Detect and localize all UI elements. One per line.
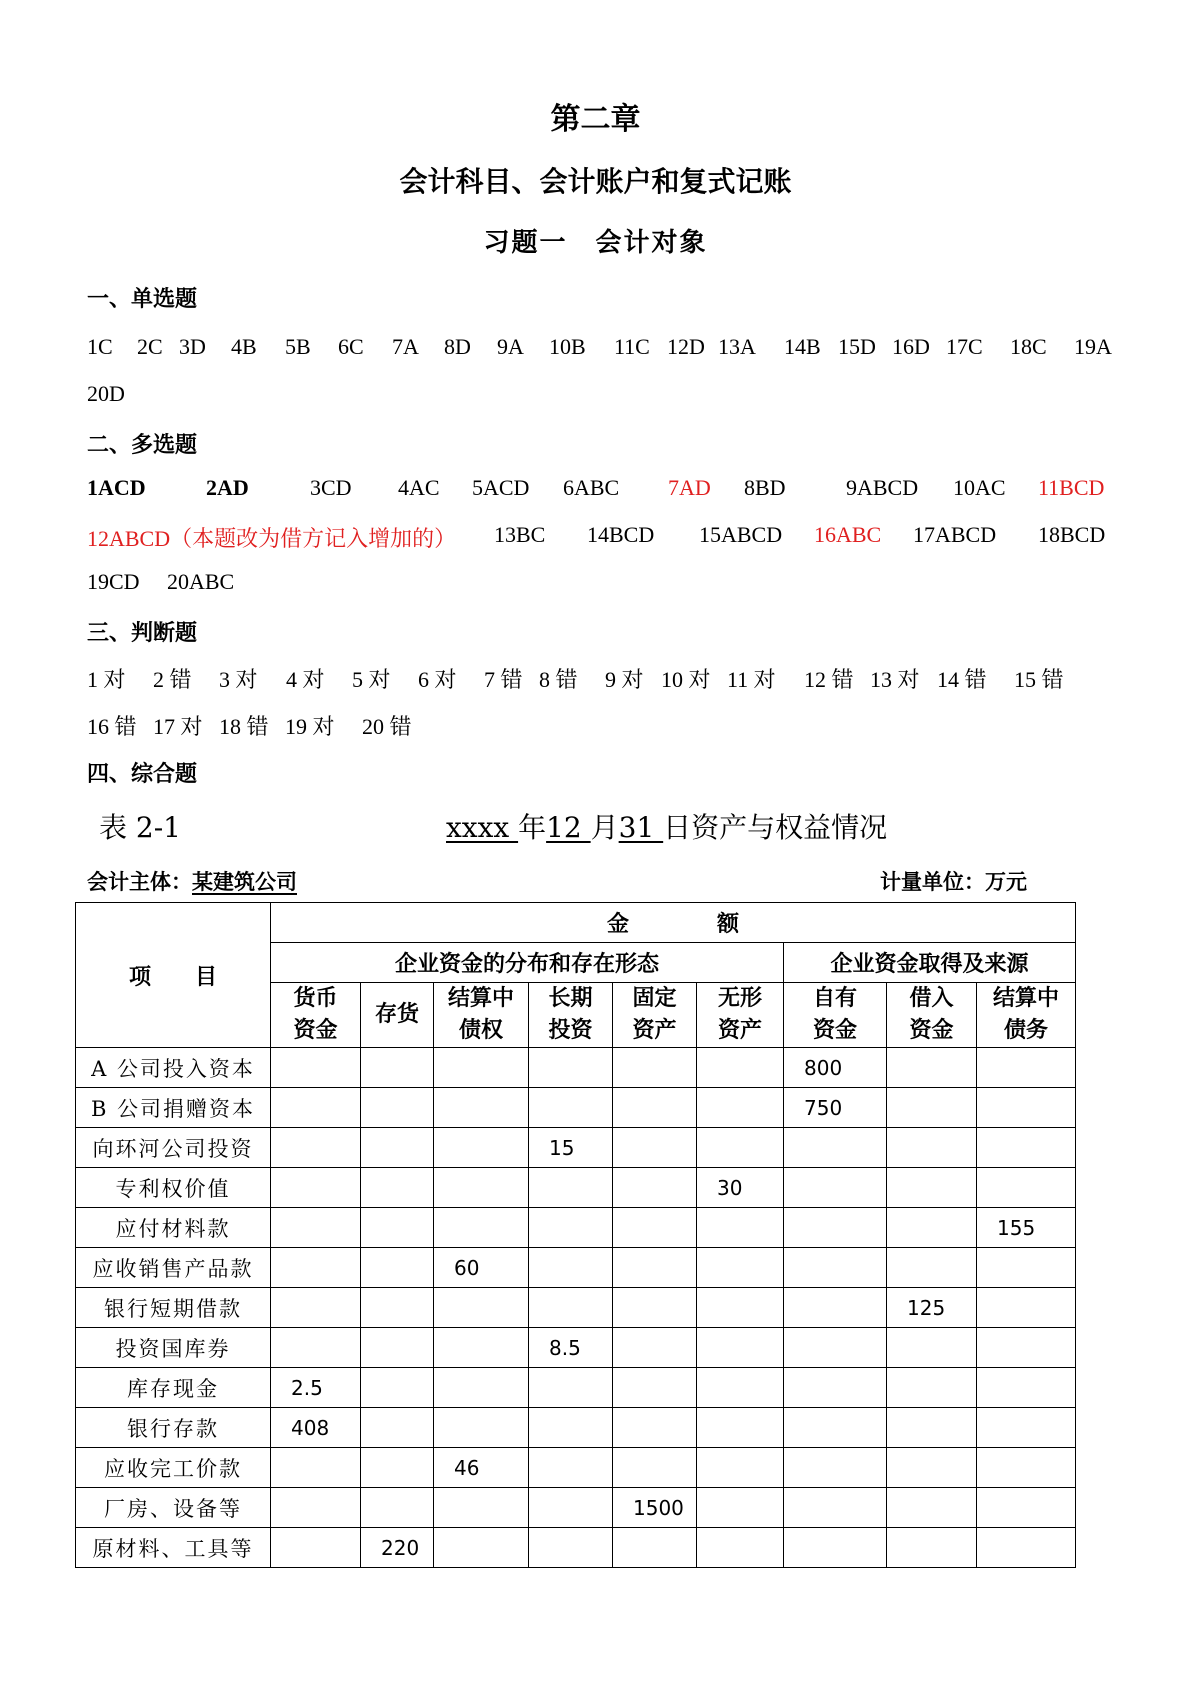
table-cell: [434, 1048, 529, 1088]
table-cell: [887, 1208, 977, 1248]
table-cell: [271, 1488, 361, 1528]
table-cell: [697, 1128, 784, 1168]
answer: 8 错: [539, 667, 578, 692]
table-cell: [613, 1208, 697, 1248]
table-cell: [887, 1368, 977, 1408]
answer: 11BCD: [1038, 475, 1105, 500]
table-cell: [271, 1288, 361, 1328]
answer: 19 对: [285, 714, 335, 739]
table-row: [76, 1048, 1076, 1088]
table-cell: 60: [434, 1248, 529, 1288]
table-cell: [271, 1208, 361, 1248]
row-label: 库存现金: [76, 1368, 271, 1408]
table-cell: [977, 1448, 1076, 1488]
table-cell: [271, 1328, 361, 1368]
entity-label: 会计主体：: [87, 870, 192, 894]
answer: 15ABCD: [699, 522, 783, 547]
answer: 6C: [338, 334, 364, 359]
table-cell: [613, 1128, 697, 1168]
answer: 15 错: [1014, 667, 1064, 692]
table-cell: [361, 1448, 434, 1488]
table-cell: [977, 1088, 1076, 1128]
title-rest: 日资产与权益情况: [663, 811, 888, 844]
table-cell: [784, 1528, 887, 1568]
answer: 4B: [231, 334, 257, 359]
answer: 5 对: [352, 667, 391, 692]
table-title: [446, 806, 887, 846]
column-header: 结算中 债务: [977, 983, 1076, 1048]
row-label: B 公司捐赠资本: [76, 1088, 271, 1128]
table-cell: [613, 1048, 697, 1088]
table-cell: [361, 1408, 434, 1448]
table-cell: [361, 1248, 434, 1288]
table-cell: [613, 1448, 697, 1488]
table-cell: [613, 1528, 697, 1568]
table-cell: [697, 1368, 784, 1408]
month-value: 12: [546, 811, 591, 844]
answer: 17ABCD: [913, 522, 997, 547]
row-label: 投资国库券: [76, 1328, 271, 1368]
answer: 15D: [838, 334, 876, 359]
table-cell: [697, 1088, 784, 1128]
column-header: 无形 资产: [697, 983, 784, 1048]
table-cell: [434, 1088, 529, 1128]
answer: 2 错: [153, 667, 192, 692]
row-label: 银行短期借款: [76, 1288, 271, 1328]
table-cell: [784, 1328, 887, 1368]
assets-equity-table: [75, 902, 1076, 1568]
table-cell: [977, 1168, 1076, 1208]
table-cell: [697, 1288, 784, 1328]
table-cell: [613, 1088, 697, 1128]
column-header: 自有 资金: [784, 983, 887, 1048]
table-row: [76, 1528, 1076, 1568]
row-label: 专利权价值: [76, 1168, 271, 1208]
table-cell: [271, 1448, 361, 1488]
table-cell: [434, 1288, 529, 1328]
table-cell: [434, 1368, 529, 1408]
table-cell: [697, 1048, 784, 1088]
table-cell: [697, 1248, 784, 1288]
answer: 10 对: [661, 667, 711, 692]
table-cell: 408: [271, 1408, 361, 1448]
row-label: 银行存款: [76, 1408, 271, 1448]
table-cell: [784, 1248, 887, 1288]
answer: 14BCD: [587, 522, 655, 547]
answer: 7AD: [668, 475, 711, 500]
table-cell: [613, 1168, 697, 1208]
amount-header: 金 额: [271, 903, 1076, 943]
answer: 4 对: [286, 667, 325, 692]
answer: 11 对: [727, 667, 776, 692]
answer: 9 对: [605, 667, 644, 692]
answer: 14B: [784, 334, 821, 359]
table-cell: 46: [434, 1448, 529, 1488]
table-cell: [977, 1288, 1076, 1328]
answer: 1C: [87, 334, 113, 359]
answer: 3D: [179, 334, 206, 359]
table-cell: [361, 1128, 434, 1168]
table-cell: [887, 1528, 977, 1568]
answer: 5ACD: [472, 475, 530, 500]
year-value: xxxx: [446, 811, 519, 844]
table-cell: [887, 1088, 977, 1128]
table-cell: [977, 1128, 1076, 1168]
table-row: [76, 1248, 1076, 1288]
table-cell: [529, 1448, 613, 1488]
chapter-title: 第二章: [550, 102, 641, 137]
table-cell: [434, 1208, 529, 1248]
table-cell: [613, 1288, 697, 1328]
table-cell: [434, 1488, 529, 1528]
table-cell: [784, 1288, 887, 1328]
table-cell: [434, 1128, 529, 1168]
row-label: 厂房、设备等: [76, 1488, 271, 1528]
table-row: [76, 1288, 1076, 1328]
answer: 7 错: [484, 667, 523, 692]
table-cell: [784, 1488, 887, 1528]
answer: 1 对: [87, 667, 126, 692]
table-cell: [529, 1208, 613, 1248]
answer: 19CD: [87, 569, 140, 594]
month-unit: 月: [590, 811, 619, 844]
column-header: 存货: [361, 983, 434, 1048]
answer: 8D: [444, 334, 471, 359]
answer: 3 对: [219, 667, 258, 692]
table-cell: 30: [697, 1168, 784, 1208]
answer: 16D: [892, 334, 930, 359]
row-label: 应收完工价款: [76, 1448, 271, 1488]
table-cell: [271, 1168, 361, 1208]
table-cell: [271, 1528, 361, 1568]
row-label: 应付材料款: [76, 1208, 271, 1248]
table-row: [76, 1088, 1076, 1128]
table-cell: [361, 1048, 434, 1088]
table-cell: [434, 1168, 529, 1208]
table-cell: [361, 1168, 434, 1208]
answer: 2C: [137, 334, 163, 359]
answer: 7A: [392, 334, 419, 359]
answer: 6ABC: [563, 475, 620, 500]
answer: 5B: [285, 334, 311, 359]
answer: 18 错: [219, 714, 269, 739]
table-cell: 2.5: [271, 1368, 361, 1408]
answer: 6 对: [418, 667, 457, 692]
table-cell: [887, 1328, 977, 1368]
table-row: [76, 1168, 1076, 1208]
table-cell: [887, 1128, 977, 1168]
answer: 19A: [1074, 334, 1112, 359]
table-cell: [697, 1208, 784, 1248]
table-cell: 15: [529, 1128, 613, 1168]
table-cell: [784, 1448, 887, 1488]
table-cell: 125: [887, 1288, 977, 1328]
table-cell: [434, 1528, 529, 1568]
answer: 10AC: [953, 475, 1006, 500]
table-cell: [613, 1328, 697, 1368]
table-cell: [529, 1088, 613, 1128]
table-cell: [529, 1288, 613, 1328]
column-header: 长期 投资: [529, 983, 613, 1048]
entity-name: 某建筑公司: [192, 870, 297, 894]
table-row: [76, 1368, 1076, 1408]
item-header: 项 目: [76, 903, 271, 1048]
exercise-title: 习题一 会计对象: [483, 228, 708, 258]
answer: 12 错: [804, 667, 854, 692]
table-cell: [977, 1528, 1076, 1568]
table-cell: [361, 1488, 434, 1528]
column-header: 固定 资产: [613, 983, 697, 1048]
answer: 20ABC: [167, 569, 235, 594]
answer: 11C: [614, 334, 650, 359]
table-cell: [434, 1328, 529, 1368]
table-cell: [529, 1168, 613, 1208]
unit-label: 计量单位：万元: [880, 870, 1027, 894]
table-row: [76, 1328, 1076, 1368]
table-cell: [887, 1488, 977, 1528]
answer: 4AC: [398, 475, 440, 500]
column-header: 货币 资金: [271, 983, 361, 1048]
answer: 10B: [549, 334, 586, 359]
table-cell: [529, 1248, 613, 1288]
table-cell: [784, 1208, 887, 1248]
answer: 9ABCD: [846, 475, 919, 500]
table-cell: [361, 1288, 434, 1328]
table-cell: [697, 1488, 784, 1528]
answer: 8BD: [744, 475, 786, 500]
table-cell: [977, 1408, 1076, 1448]
table-cell: [887, 1168, 977, 1208]
table-cell: [613, 1408, 697, 1448]
chapter-subtitle: 会计科目、会计账户和复式记账: [399, 165, 792, 198]
table-cell: 8.5: [529, 1328, 613, 1368]
table-cell: [529, 1488, 613, 1528]
row-label: 向环河公司投资: [76, 1128, 271, 1168]
answer: 13A: [718, 334, 756, 359]
table-cell: [887, 1248, 977, 1288]
table-cell: 1500: [613, 1488, 697, 1528]
group-header-sources: 企业资金取得及来源: [784, 943, 1076, 983]
answer: 12D: [667, 334, 705, 359]
table-cell: [784, 1368, 887, 1408]
answer: 9A: [497, 334, 524, 359]
answer: 17 对: [153, 714, 203, 739]
table-row: [76, 1208, 1076, 1248]
table-cell: [529, 1528, 613, 1568]
table-cell: [613, 1368, 697, 1408]
table-cell: [977, 1368, 1076, 1408]
table-cell: 155: [977, 1208, 1076, 1248]
table-cell: 220: [361, 1528, 434, 1568]
table-cell: [271, 1088, 361, 1128]
table-cell: [613, 1248, 697, 1288]
table-cell: [977, 1328, 1076, 1368]
table-cell: [361, 1368, 434, 1408]
answer: 18BCD: [1038, 522, 1106, 547]
table-row: [76, 1488, 1076, 1528]
column-header: 结算中 债权: [434, 983, 529, 1048]
section-comprehensive: 四、综合题: [87, 762, 198, 787]
table-cell: [434, 1408, 529, 1448]
table-cell: [887, 1448, 977, 1488]
answer: 13 对: [870, 667, 920, 692]
table-cell: [271, 1248, 361, 1288]
section-single-choice: 一、单选题: [87, 287, 198, 312]
answer: 20 错: [362, 714, 412, 739]
table-cell: [529, 1048, 613, 1088]
answer: 16 错: [87, 714, 137, 739]
table-cell: [697, 1408, 784, 1448]
table-cell: [784, 1128, 887, 1168]
row-label: A 公司投入资本: [76, 1048, 271, 1088]
row-label: 原材料、工具等: [76, 1528, 271, 1568]
table-label: 表 2-1: [99, 811, 181, 844]
entity-line: [87, 866, 297, 896]
table-row: [76, 1448, 1076, 1488]
section-multi-choice: 二、多选题: [87, 433, 198, 458]
answer: 13BC: [494, 522, 546, 547]
table-cell: [697, 1328, 784, 1368]
answer: 14 错: [937, 667, 987, 692]
table-cell: [697, 1448, 784, 1488]
section-true-false: 三、判断题: [87, 621, 198, 646]
table-cell: 800: [784, 1048, 887, 1088]
table-cell: 750: [784, 1088, 887, 1128]
table-cell: [977, 1048, 1076, 1088]
table-cell: [361, 1208, 434, 1248]
table-cell: [887, 1048, 977, 1088]
answer: 17C: [946, 334, 983, 359]
answer: 16ABC: [814, 522, 882, 547]
answer: 20D: [87, 381, 125, 406]
table-cell: [887, 1408, 977, 1448]
table-cell: [529, 1408, 613, 1448]
answer: 12ABCD（本题改为借方记入增加的）: [87, 526, 457, 551]
table-row: [76, 1408, 1076, 1448]
day-value: 31: [618, 811, 664, 844]
answer: 2AD: [206, 475, 249, 500]
row-label: 应收销售产品款: [76, 1248, 271, 1288]
table-cell: [529, 1368, 613, 1408]
table-row: [76, 1128, 1076, 1168]
table-cell: [697, 1528, 784, 1568]
answer: 18C: [1010, 334, 1047, 359]
table-cell: [361, 1328, 434, 1368]
column-header: 借入 资金: [887, 983, 977, 1048]
year-unit: 年: [518, 811, 547, 844]
table-cell: [977, 1488, 1076, 1528]
table-cell: [784, 1168, 887, 1208]
group-header-distribution: 企业资金的分布和存在形态: [271, 943, 784, 983]
answer: 1ACD: [87, 475, 146, 500]
table-cell: [784, 1408, 887, 1448]
table-cell: [271, 1128, 361, 1168]
table-cell: [361, 1088, 434, 1128]
answer: 3CD: [310, 475, 352, 500]
table-cell: [271, 1048, 361, 1088]
table-cell: [977, 1248, 1076, 1288]
